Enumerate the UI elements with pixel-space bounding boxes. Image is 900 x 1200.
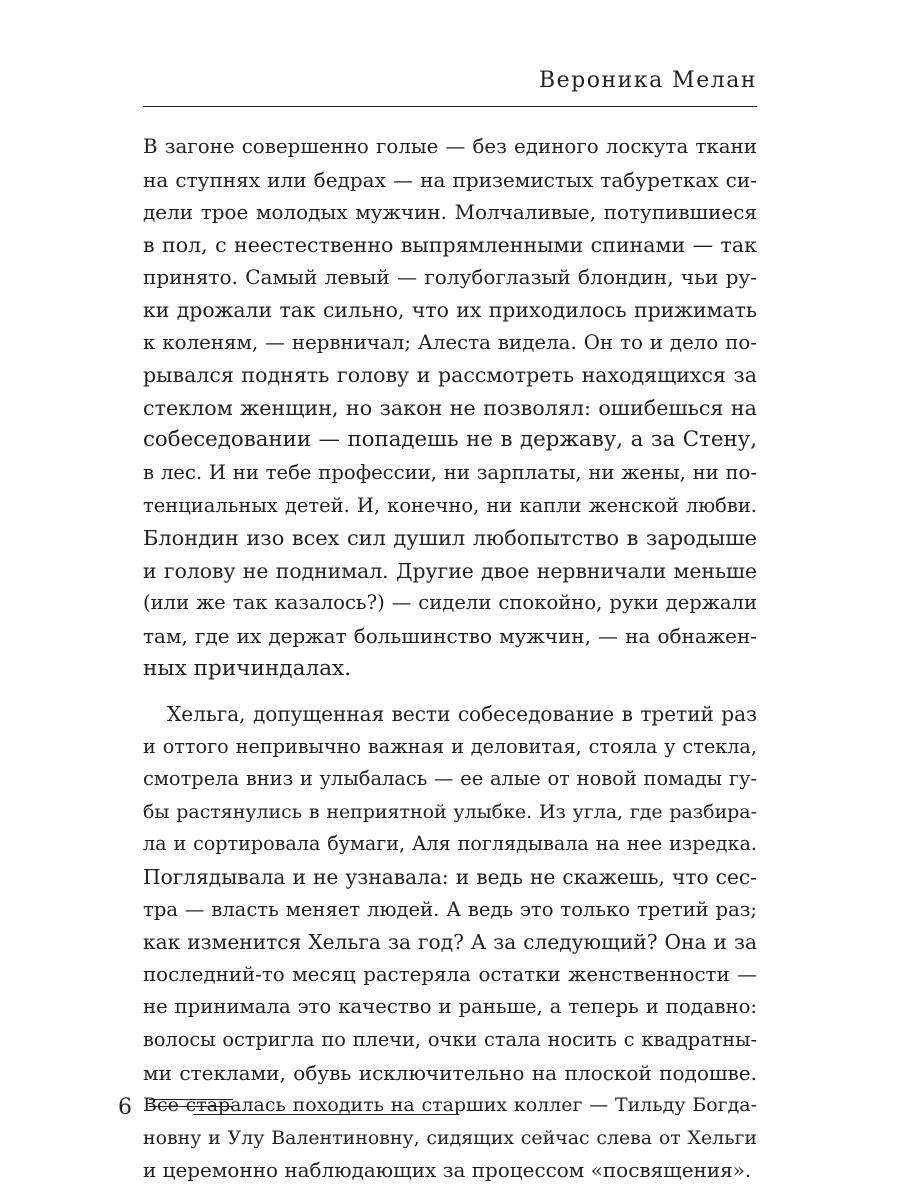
footer-rule: [149, 1106, 233, 1107]
text-line: Все старалась походить на старших коллег — Тильду Богда-: [143, 1094, 757, 1117]
paragraph-1: [143, 131, 757, 685]
text-line: ных причиндалах.: [143, 655, 352, 681]
text-line: В загоне совершенно голые — без единого лоскута ткани: [143, 135, 757, 158]
text-line: в лес. И ни тебе профессии, ни зарплаты, ни жены, ни по-: [143, 460, 757, 484]
text-line: стеклом женщин, но закон не позволял: ошибешься на: [143, 395, 757, 420]
text-line: собеседовании — попадешь не в державу, а за Стену,: [143, 427, 757, 453]
text-line: ки дрожали так сильно, что их приходилось прижимать: [143, 297, 757, 322]
text-line: новну и Улу Валентиновну, сидящих сейчас слева от Хельги: [143, 1126, 757, 1149]
text-line: смотрела вниз и улыбалась — ее алые от новой помады гу-: [143, 767, 757, 791]
text-line: Хельга, допущенная вести собеседование в третий раз: [167, 702, 757, 727]
text-line: как изменится Хельга за год? А за следующий? Она и за: [143, 930, 757, 955]
text-line: принято. Самый левый — голубоглазый блондин, чьи ру-: [143, 265, 757, 290]
body-text: [143, 131, 757, 1187]
text-line: и голову не поднимал. Другие двое нервничали меньше: [143, 558, 757, 583]
text-line: рывался поднять голову и рассмотреть находящихся за: [143, 363, 757, 388]
running-head-author: Вероника Мелан: [538, 68, 757, 93]
text-line: последний-то месяц растеряла остатки женственности —: [143, 962, 757, 986]
text-line: и оттого непривычно важная и деловитая, стояла у стекла,: [143, 734, 757, 758]
text-line: в пол, с неестественно выпрямленными спинами — так: [143, 232, 757, 257]
text-line: тенциальных детей. И, конечно, ни капли женской любви.: [143, 493, 757, 517]
text-line: на ступнях или бедрах — на приземистых табуретках си-: [143, 167, 757, 192]
text-line: и церемонно наблюдающих за процессом «посвящения».: [143, 1158, 752, 1183]
text-line: волосы остригла по плечи, очки стала носить с квадратны-: [143, 1028, 757, 1052]
text-line: (или же так казалось?) — сидели спокойно, руки держали: [143, 591, 757, 615]
text-line: бы растянулись в неприятной улыбке. Из угла, где разбира-: [143, 800, 757, 823]
footer-rule: [193, 1114, 456, 1115]
header-rule: [143, 106, 757, 107]
text-line: Поглядывала и не узнавала: и ведь не скажешь, что сес-: [143, 865, 757, 890]
text-line: к коленям, — нервничал; Алеста видела. Он то и дело по-: [143, 330, 757, 354]
text-line: не принимала это качество и раньше, а теперь и подавно:: [143, 995, 757, 1019]
text-line: тра — власть меняет людей. А ведь это только третий раз;: [143, 897, 757, 921]
text-line: там, где их держат большинство мужчин, — на обнажен-: [143, 623, 757, 648]
text-line: ла и сортировала бумаги, Аля поглядывала на нее изредка.: [143, 832, 757, 856]
footer-rule: [149, 1099, 233, 1100]
text-line: дели трое молодых мужчин. Молчаливые, потупившиеся: [143, 200, 757, 225]
text-line: ми стеклами, обувь исключительно на плоской подошве.: [143, 1060, 757, 1085]
text-line: Блондин изо всех сил душил любопытство в зародыше: [143, 526, 757, 551]
page-number: 6: [118, 1095, 132, 1120]
paragraph-gap: [143, 685, 757, 698]
